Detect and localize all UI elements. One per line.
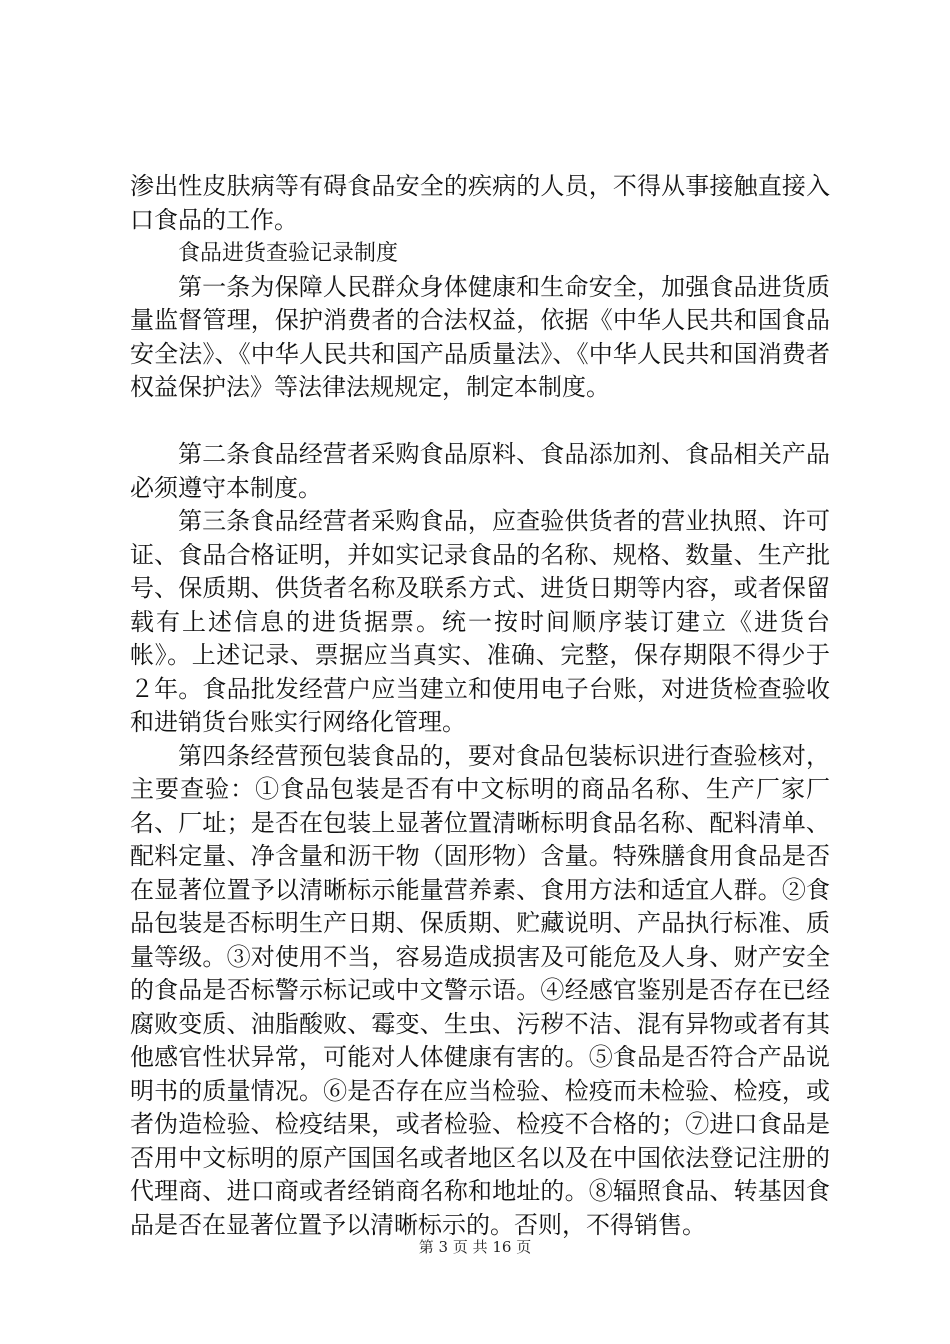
page-number-footer: 第 3 页 共 16 页: [418, 1238, 532, 1256]
article-4: 第四条经营预包装食品的，要对食品包装标识进行查验核对，主要查验：①食品包装是否有中文标明的商品名称、生产厂家厂名、厂址；是否在包装上显著位置清晰标明食品名称、配料清单、配料定量、净含量和沥干物（固形物）含量。特殊膳食用食品是否在显著位置予以清晰标示能量营养素、食用方法和适宜人群。②食品包装是否标明生产日期、保质期、贮藏说明、产品执行标准、质量等级。③对使用不当，容易造成损害及可能危及人身、财产安全的食品是否标警示标记或中文警示语。④经感官鉴别是否存在已经腐败变质、油脂酸败、霉变、生虫、污秽不洁、混有异物或者有其他感官性状异常，可能对人体健康有害的。⑤食品是否符合产品说明书的质量情况。⑥是否存在应当检验、检疫而未检验、检疫，或者伪造检验、检疫结果，或者检验、检疫不合格的；⑦进口食品是否用中文标明的原产国国名或者地区名以及在中国依法登记注册的代理商、进口商或者经销商名称和地址的。⑧辐照食品、转基因食品是否在显著位置予以清晰标示的。否则，不得销售。: [130, 741, 830, 1239]
article-2: 第二条食品经营者采购食品原料、食品添加剂、食品相关产品必须遵守本制度。: [130, 440, 830, 502]
paragraph-continuation: 渗出性皮肤病等有碍食品安全的疾病的人员，不得从事接触直接入口食品的工作。: [130, 172, 830, 234]
document-body: [130, 170, 830, 1242]
article-3: 第三条食品经营者采购食品，应查验供货者的营业执照、许可证、食品合格证明，并如实记录食品的名称、规格、数量、生产批号、保质期、供货者名称及联系方式、进货日期等内容，或者保留载有上述信息的进货据票。统一按时间顺序装订建立《进货台帐》。上述记录、票据应当真实、准确、完整，保存期限不得少于２年。食品批发经营户应当建立和使用电子台账，对进货检查验收和进销货台账实行网络化管理。: [130, 507, 830, 736]
blank-line: [130, 405, 830, 439]
section-title: 食品进货查验记录制度: [178, 241, 399, 266]
article-1: 第一条为保障人民群众身体健康和生命安全，加强食品进货质量监督管理，保护消费者的合法权益，依据《中华人民共和国食品安全法》、《中华人民共和国产品质量法》、《中华人民共和国消费者权益保护法》等法律法规规定，制定本制度。: [130, 272, 830, 401]
